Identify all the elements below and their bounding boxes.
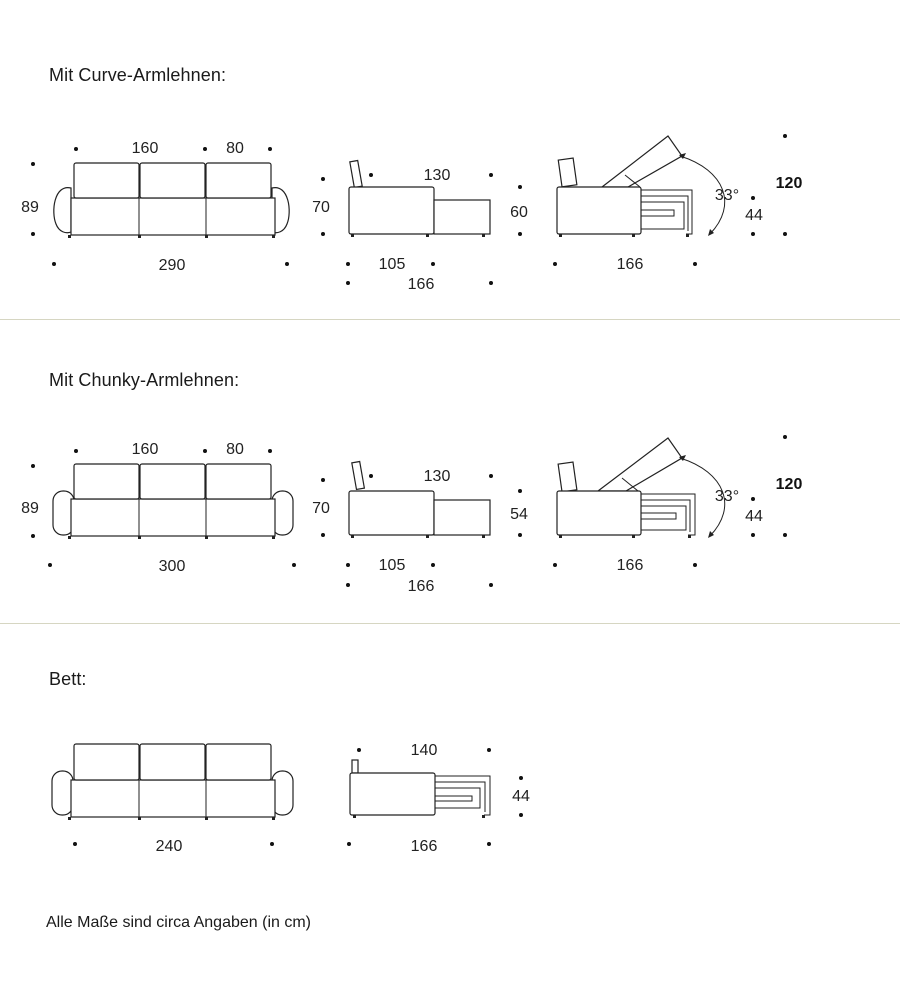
recline-depth-label: 166	[616, 256, 644, 273]
depth-label: 105	[378, 256, 406, 273]
height-label: 89	[21, 199, 39, 216]
total-depth-label: 166	[410, 838, 438, 855]
section-heading-chunky: Mit Chunky-Armlehnen:	[49, 370, 240, 390]
height-label: 89	[21, 500, 39, 517]
seat-width-label: 160	[131, 140, 159, 157]
max-height-label: 120	[775, 476, 803, 493]
front-view-curve	[21, 140, 289, 274]
recline-depth-label: 166	[616, 557, 644, 574]
corner-width-label: 80	[226, 441, 244, 458]
chaise-length-label: 130	[423, 468, 451, 485]
angle-label: 33°	[714, 488, 740, 505]
side-view-chunky	[312, 462, 493, 595]
total-width-label: 300	[158, 558, 186, 575]
side-height-label: 70	[312, 199, 330, 216]
seat-width-label: 160	[131, 441, 159, 458]
depth-label: 105	[378, 557, 406, 574]
front-view-chunky	[21, 441, 296, 575]
chaise-length-label: 130	[423, 167, 451, 184]
max-height-label: 120	[775, 175, 803, 192]
bed-length-label: 140	[410, 742, 438, 759]
recline-view-chunky	[510, 435, 802, 574]
seat-height-label: 44	[745, 508, 763, 525]
side-height-label: 70	[312, 500, 330, 517]
front-view-bed	[52, 744, 293, 855]
angle-label: 33°	[714, 187, 740, 204]
recline-height-label: 60	[510, 204, 528, 221]
section-heading-bed: Bett:	[49, 669, 87, 689]
seat-height-label: 44	[745, 207, 763, 224]
dimensions-footnote: Alle Maße sind circa Angaben (in cm)	[46, 914, 311, 931]
side-view-curve	[312, 161, 493, 293]
total-width-label: 240	[155, 838, 183, 855]
corner-width-label: 80	[226, 140, 244, 157]
total-width-label: 290	[158, 257, 186, 274]
section-heading-curve: Mit Curve-Armlehnen:	[49, 65, 227, 85]
recline-height-label: 54	[510, 506, 528, 523]
total-depth-label: 166	[407, 578, 435, 595]
recline-view-curve	[510, 134, 802, 273]
bed-height-label: 44	[512, 788, 530, 805]
total-depth-label: 166	[407, 276, 435, 293]
side-view-bed	[347, 742, 530, 855]
